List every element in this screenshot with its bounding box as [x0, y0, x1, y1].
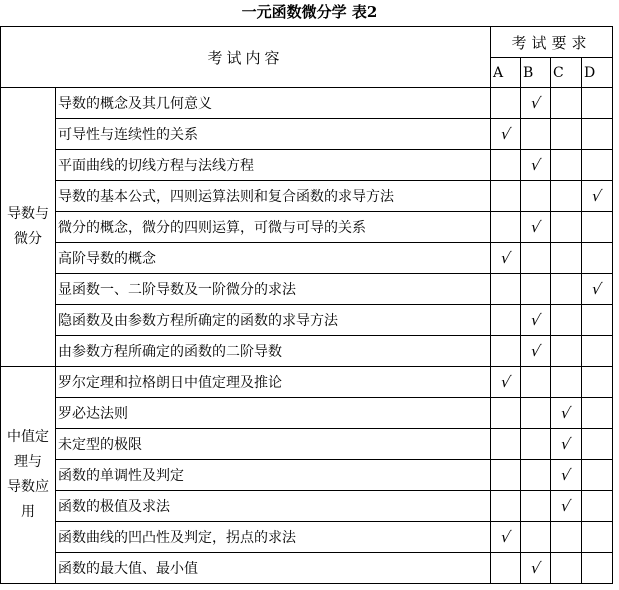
content-header: 考试内容	[1, 27, 491, 88]
level-cell-d	[582, 522, 613, 553]
content-item: 显函数一、二阶导数及一阶微分的求法	[56, 274, 491, 305]
content-item: 函数曲线的凹凸性及判定，拐点的求法	[56, 522, 491, 553]
content-item: 隐函数及由参数方程所确定的函数的求导方法	[56, 305, 491, 336]
level-cell-d	[582, 119, 613, 150]
group-label-line: 导数与	[7, 206, 49, 222]
group-label-line: 中值定	[7, 429, 49, 445]
content-item: 导数的概念及其几何意义	[56, 88, 491, 119]
level-cell-d	[582, 367, 613, 398]
level-cell-b	[521, 491, 551, 522]
table-title: 一元函数微分学 表2	[241, 3, 378, 21]
check-mark-icon: √	[529, 311, 542, 329]
check-mark-icon: √	[529, 342, 542, 360]
level-cell-b	[521, 429, 551, 460]
level-cell-b	[521, 88, 551, 119]
level-cell-c	[551, 398, 582, 429]
content-item: 未定型的极限	[56, 429, 491, 460]
level-cell-d	[582, 305, 613, 336]
level-cell-d	[582, 88, 613, 119]
level-cell-d	[582, 181, 613, 212]
level-cell-d	[582, 243, 613, 274]
table-row	[1, 305, 613, 336]
level-cell-a	[491, 460, 521, 491]
level-cell-a	[491, 336, 521, 367]
level-cell-d	[582, 212, 613, 243]
level-cell-d	[582, 274, 613, 305]
level-header-c: C	[551, 58, 582, 88]
level-cell-c	[551, 150, 582, 181]
level-cell-c	[551, 460, 582, 491]
level-cell-a	[491, 150, 521, 181]
level-cell-c	[551, 553, 582, 584]
table-row	[1, 460, 613, 491]
table-row	[1, 274, 613, 305]
group-label-line: 导数应	[7, 479, 49, 495]
check-mark-icon: √	[529, 156, 542, 174]
header-row	[1, 27, 613, 58]
level-cell-b	[521, 336, 551, 367]
level-cell-d	[582, 429, 613, 460]
table-row	[1, 150, 613, 181]
level-cell-c	[551, 119, 582, 150]
level-cell-a	[491, 243, 521, 274]
level-cell-c	[551, 336, 582, 367]
table-row	[1, 212, 613, 243]
level-cell-b	[521, 460, 551, 491]
content-item: 由参数方程所确定的函数的二阶导数	[56, 336, 491, 367]
content-item: 微分的概念，微分的四则运算，可微与可导的关系	[56, 212, 491, 243]
level-cell-d	[582, 398, 613, 429]
level-cell-b	[521, 212, 551, 243]
content-item: 导数的基本公式，四则运算法则和复合函数的求导方法	[56, 181, 491, 212]
level-cell-b	[521, 367, 551, 398]
check-mark-icon: √	[559, 497, 573, 515]
table-row	[1, 429, 613, 460]
table-body	[1, 27, 613, 584]
check-mark-icon: √	[499, 373, 512, 391]
level-cell-c	[551, 367, 582, 398]
content-item: 函数的最大值、最小值	[56, 553, 491, 584]
check-mark-icon: √	[499, 528, 512, 546]
check-mark-icon: √	[499, 249, 512, 267]
level-cell-a	[491, 119, 521, 150]
level-cell-d	[582, 491, 613, 522]
check-mark-icon: √	[559, 466, 573, 484]
requirements-table	[0, 26, 613, 584]
level-cell-b	[521, 243, 551, 274]
level-cell-a	[491, 522, 521, 553]
level-cell-a	[491, 88, 521, 119]
level-cell-c	[551, 429, 582, 460]
level-cell-b	[521, 398, 551, 429]
table-row	[1, 88, 613, 119]
level-header-b: B	[521, 58, 551, 88]
table-row	[1, 243, 613, 274]
level-cell-b	[521, 522, 551, 553]
content-item: 高阶导数的概念	[56, 243, 491, 274]
group-label-line: 微分	[14, 231, 42, 247]
content-item: 函数的极值及求法	[56, 491, 491, 522]
level-cell-b	[521, 553, 551, 584]
level-cell-d	[582, 553, 613, 584]
content-item: 函数的单调性及判定	[56, 460, 491, 491]
group-label-line: 理与	[14, 454, 42, 470]
check-mark-icon: √	[529, 94, 542, 112]
table-row	[1, 553, 613, 584]
level-cell-a	[491, 305, 521, 336]
level-header-a: A	[491, 58, 521, 88]
check-mark-icon: √	[499, 125, 512, 143]
table-row	[1, 398, 613, 429]
level-cell-b	[521, 305, 551, 336]
level-cell-a	[491, 553, 521, 584]
check-mark-icon: √	[559, 404, 573, 422]
level-cell-d	[582, 336, 613, 367]
content-item: 罗必达法则	[56, 398, 491, 429]
level-cell-c	[551, 274, 582, 305]
level-header-d: D	[582, 58, 613, 88]
group-label	[1, 88, 56, 367]
level-cell-c	[551, 305, 582, 336]
level-cell-a	[491, 181, 521, 212]
content-item: 罗尔定理和拉格朗日中值定理及推论	[56, 367, 491, 398]
content-item: 可导性与连续性的关系	[56, 119, 491, 150]
table-row	[1, 367, 613, 398]
table-row	[1, 181, 613, 212]
level-cell-a	[491, 367, 521, 398]
level-cell-c	[551, 522, 582, 553]
content-item: 平面曲线的切线方程与法线方程	[56, 150, 491, 181]
level-cell-a	[491, 491, 521, 522]
level-cell-a	[491, 274, 521, 305]
level-cell-d	[582, 150, 613, 181]
check-mark-icon: √	[559, 435, 573, 453]
group-label-line: 用	[21, 504, 35, 520]
level-cell-c	[551, 181, 582, 212]
level-cell-a	[491, 429, 521, 460]
check-mark-icon: √	[529, 559, 542, 577]
level-cell-b	[521, 119, 551, 150]
table-row	[1, 336, 613, 367]
check-mark-icon: √	[590, 280, 604, 298]
level-cell-c	[551, 243, 582, 274]
level-cell-c	[551, 212, 582, 243]
level-cell-a	[491, 398, 521, 429]
requirement-header: 考试要求	[491, 27, 613, 58]
level-cell-b	[521, 274, 551, 305]
level-cell-c	[551, 491, 582, 522]
level-cell-a	[491, 212, 521, 243]
table-row	[1, 522, 613, 553]
level-cell-c	[551, 88, 582, 119]
level-cell-b	[521, 150, 551, 181]
table-row	[1, 119, 613, 150]
check-mark-icon: √	[590, 187, 604, 205]
level-cell-d	[582, 460, 613, 491]
group-label	[1, 367, 56, 584]
level-cell-b	[521, 181, 551, 212]
table-row	[1, 491, 613, 522]
check-mark-icon: √	[529, 218, 542, 236]
